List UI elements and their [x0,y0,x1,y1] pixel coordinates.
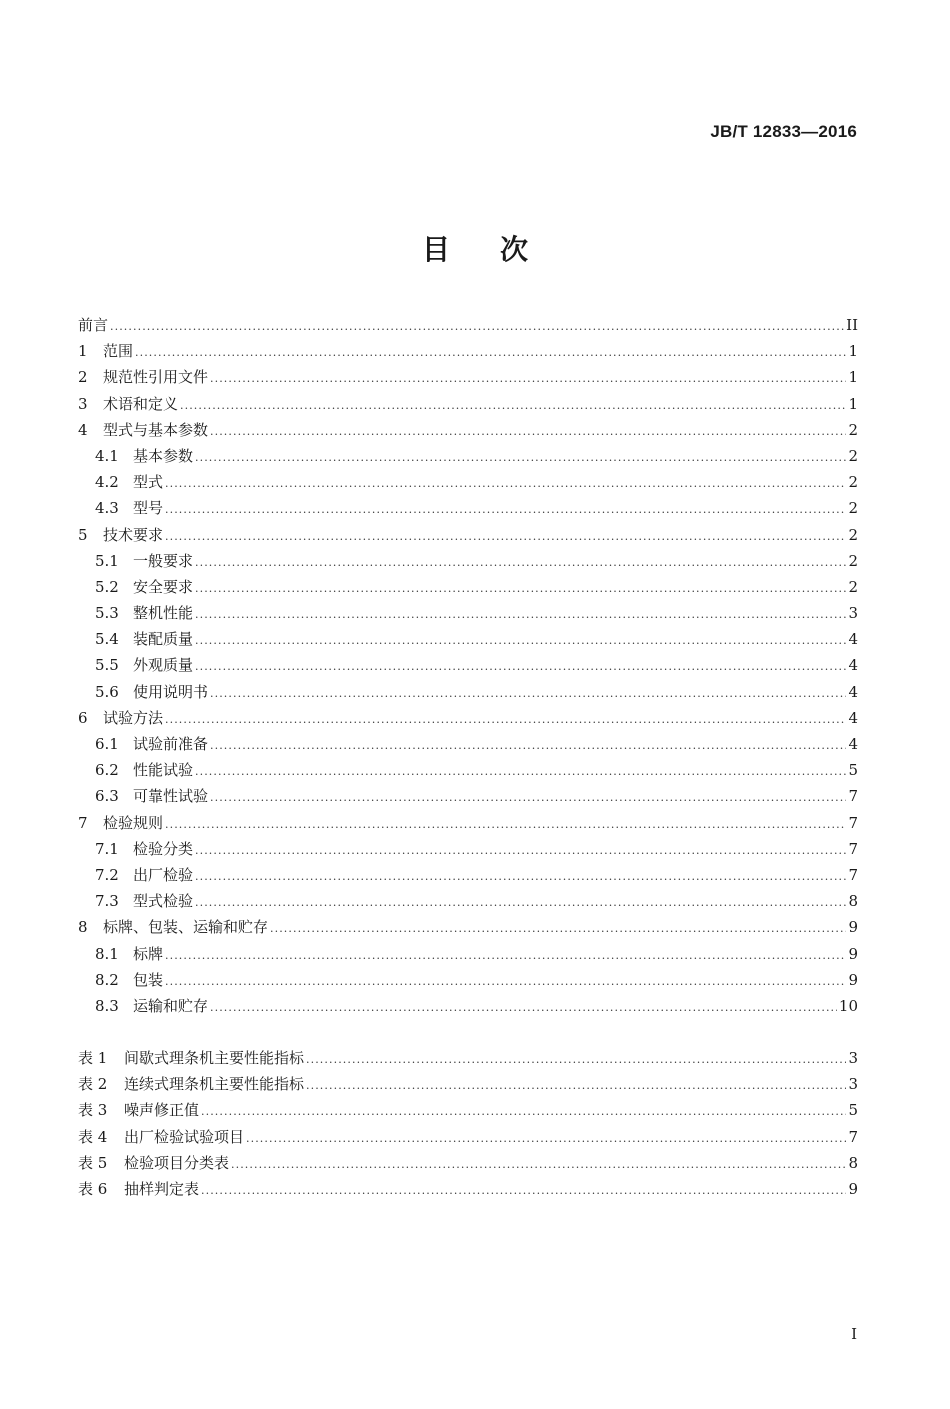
toc-entry[interactable] [78,705,858,731]
toc-entry-number: 6 [78,708,88,727]
table-page: 3 [848,1049,858,1068]
toc-entry-page: 2 [848,551,858,570]
toc-subentry[interactable] [78,469,858,495]
toc-entry-page: 4 [848,735,858,753]
toc-subentry[interactable] [78,862,858,888]
toc-leader-dots [210,785,846,811]
toc-leader-dots [195,890,846,916]
toc-entry-label: 范围 [103,342,134,361]
toc-entry-label: 前言 [78,316,109,334]
toc-leader-dots [201,1178,846,1204]
table-list-entry[interactable] [78,1045,858,1071]
toc-entry-page: 2 [848,577,858,596]
toc-entry-number: 7 [78,813,88,832]
toc-entry[interactable] [78,391,858,417]
toc-entry-label: 型式 [133,473,164,492]
toc-entry-number: 7.3 [95,892,119,911]
toc-leader-dots [165,707,846,733]
toc-entry-number: 5.1 [95,551,119,570]
toc-entry[interactable] [78,914,858,940]
toc-entry-page: 1 [848,368,858,387]
toc-entry-page: 10 [838,996,858,1015]
table-page: 3 [848,1075,858,1094]
toc-entry-number: 4.2 [95,473,119,492]
toc-entry-page: 7 [848,865,858,884]
toc-entry-label: 出厂检验 [133,865,194,884]
toc-entry-page: 9 [848,944,858,963]
toc-entry-number: 6.2 [95,761,119,780]
toc-leader-dots [195,576,846,602]
toc-leader-dots [210,681,846,707]
table-page: 7 [848,1127,858,1146]
toc-entry-label: 安全要求 [133,577,194,596]
toc-entry-page: 9 [848,970,858,989]
toc-entry-page: 2 [848,473,858,492]
toc-subentry[interactable] [78,731,858,757]
toc-leader-dots [135,340,846,366]
toc-subentry[interactable] [78,888,858,914]
toc-leader-dots [180,393,846,419]
toc-entry-number: 5.3 [95,604,119,623]
toc-entry-number: 4.3 [95,499,119,518]
toc-entry-label: 型式检验 [133,892,194,911]
toc-entry[interactable] [78,417,858,443]
toc-entry-label: 标牌、包装、运输和贮存 [103,918,269,937]
toc-entry-number: 3 [78,394,88,413]
toc-entry-number: 8 [78,918,88,937]
toc-leader-dots [201,1099,846,1125]
toc-subentry[interactable] [78,967,858,993]
toc-leader-dots [195,654,846,680]
toc-entry-label: 型号 [133,499,164,518]
toc-entry-number: 2 [78,368,88,387]
toc-entry-label: 使用说明书 [133,682,209,701]
table-label: 连续式理条机主要性能指标 [124,1075,305,1094]
toc-entry-page: 5 [848,761,858,780]
toc-entry-page: 7 [848,813,858,832]
standard-code: JB/T 12833—2016 [710,122,857,141]
toc-entry-number: 7.2 [95,865,119,884]
toc-entry-page: 2 [848,420,858,439]
toc-entry-number: 5.6 [95,682,119,701]
toc-leader-dots [195,759,846,785]
toc-entry-page: 2 [848,446,858,465]
toc-leader-dots [165,943,846,969]
toc-entry-label: 整机性能 [133,604,194,623]
toc-entry-foreword[interactable] [78,312,858,338]
toc-entry[interactable] [78,338,858,364]
table-label: 间歇式理条机主要性能指标 [124,1049,305,1068]
toc-entry-number: 5.2 [95,577,119,596]
table-list-entry[interactable] [78,1097,858,1123]
toc-subentry[interactable] [78,679,858,705]
section-gap [78,1019,858,1045]
toc-entry-label: 型式与基本参数 [103,420,209,439]
toc-entry-page: 2 [848,525,858,544]
toc-entry-label: 检验规则 [103,813,164,832]
toc-leader-dots [195,628,846,654]
toc-entry-page: 1 [848,394,858,413]
toc-leader-dots [246,1126,846,1152]
title-char-2: 次 [500,233,529,266]
toc-entry-number: 4 [78,420,88,439]
toc-leader-dots [306,1073,846,1099]
toc-entry-page: 4 [848,630,858,649]
page-number: I [851,1325,857,1343]
toc-leader-dots [306,1047,846,1073]
table-number: 表 3 [78,1101,108,1120]
toc-entry-number: 7.1 [95,839,119,858]
toc-entry-page: 3 [848,604,858,623]
toc-subentry[interactable] [78,941,858,967]
table-list-entry[interactable] [78,1150,858,1176]
table-list-entry[interactable] [78,1176,858,1202]
toc-leader-dots [210,733,846,759]
toc-entry-page: 7 [848,839,858,858]
toc-subentry[interactable] [78,443,858,469]
toc-entry-page: 9 [848,918,858,937]
toc-leader-dots [165,497,846,523]
toc-leader-dots [195,602,846,628]
toc-leader-dots [270,916,846,942]
table-page: 5 [848,1101,858,1120]
table-label: 检验项目分类表 [124,1153,230,1172]
toc-entry-page: 1 [848,342,858,361]
toc-entry-page: 4 [848,682,858,701]
toc-subentry[interactable] [78,652,858,678]
toc-leader-dots [165,812,846,838]
toc-entry-page: 7 [848,787,858,806]
toc-leader-dots [195,838,846,864]
toc-leader-dots [165,969,846,995]
toc-entry-label: 试验方法 [103,708,164,727]
toc-leader-dots [210,995,837,1021]
toc-leader-dots [210,366,846,392]
toc-entry[interactable] [78,522,858,548]
toc-leader-dots [110,314,844,340]
toc-subentry[interactable] [78,600,858,626]
toc-entry-number: 1 [78,342,88,361]
toc-entry-label: 装配质量 [133,630,194,649]
toc-subentry[interactable] [78,836,858,862]
toc-entry-label: 一般要求 [133,551,194,570]
table-number: 表 4 [78,1127,108,1146]
table-number: 表 2 [78,1075,108,1094]
toc-subentry[interactable] [78,495,858,521]
toc-entry-page: 2 [848,499,858,518]
toc-leader-dots [210,419,846,445]
page-title [0,228,950,268]
toc-entry[interactable] [78,810,858,836]
table-list-entry[interactable] [78,1124,858,1150]
toc-entry-page: II [846,316,858,334]
toc-leader-dots [231,1152,846,1178]
table-of-contents [78,312,858,1202]
toc-leader-dots [195,445,846,471]
toc-entry-number: 6.1 [95,735,119,753]
toc-entry-number: 4.1 [95,446,119,465]
table-page: 9 [848,1180,858,1198]
toc-entry-label: 可靠性试验 [133,787,209,806]
toc-leader-dots [195,550,846,576]
toc-entry-number: 5.4 [95,630,119,649]
table-number: 表 1 [78,1049,108,1068]
toc-entry-label: 基本参数 [133,446,194,465]
toc-entry-label: 包装 [133,970,164,989]
table-label: 抽样判定表 [124,1180,200,1198]
table-number: 表 6 [78,1180,108,1198]
toc-entry-label: 外观质量 [133,656,194,675]
toc-entry-page: 8 [848,892,858,911]
table-list-entry[interactable] [78,1071,858,1097]
table-label: 出厂检验试验项目 [124,1127,245,1146]
toc-leader-dots [195,864,846,890]
toc-entry[interactable] [78,364,858,390]
toc-entry-number: 6.3 [95,787,119,806]
toc-subentry[interactable] [78,574,858,600]
toc-entry-number: 8.3 [95,996,119,1015]
toc-subentry[interactable] [78,993,858,1019]
toc-entry-label: 检验分类 [133,839,194,858]
table-number: 表 5 [78,1153,108,1172]
toc-subentry[interactable] [78,626,858,652]
toc-entry-label: 运输和贮存 [133,996,209,1015]
title-char-1: 目 [421,233,450,266]
toc-entry-label: 性能试验 [133,761,194,780]
toc-subentry[interactable] [78,783,858,809]
toc-leader-dots [165,524,846,550]
toc-entry-page: 4 [848,656,858,675]
toc-entry-number: 5 [78,525,88,544]
table-page: 8 [848,1153,858,1172]
toc-subentry[interactable] [78,548,858,574]
toc-entry-label: 术语和定义 [103,394,179,413]
toc-entry-label: 标牌 [133,944,164,963]
toc-entry-page: 4 [848,708,858,727]
toc-leader-dots [165,471,846,497]
toc-entry-number: 5.5 [95,656,119,675]
toc-entry-label: 技术要求 [103,525,164,544]
toc-entry-number: 8.1 [95,944,119,963]
toc-subentry[interactable] [78,757,858,783]
toc-entry-label: 规范性引用文件 [103,368,209,387]
table-label: 噪声修正值 [124,1101,200,1120]
toc-entry-number: 8.2 [95,970,119,989]
toc-entry-label: 试验前准备 [133,735,209,753]
